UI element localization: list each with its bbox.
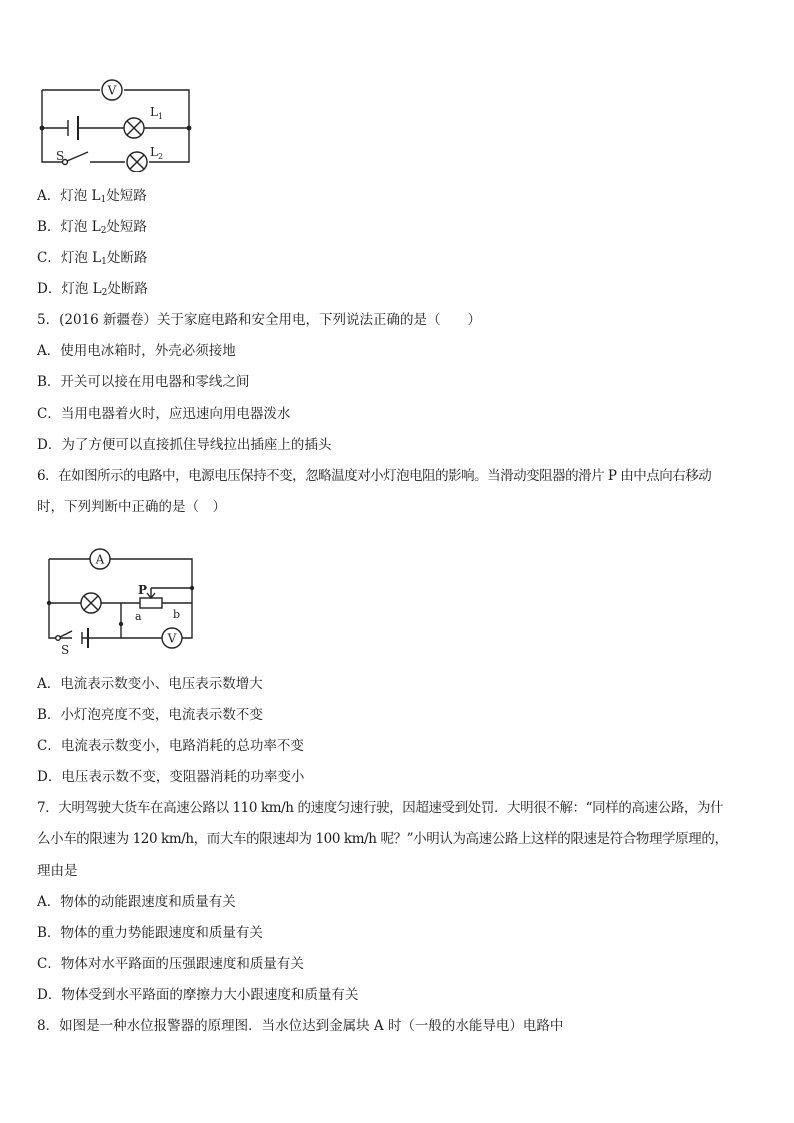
q4-option-c: C．灯泡 $L_1$处断路: [37, 250, 148, 267]
slider-label: P: [138, 583, 148, 597]
q6-stem-line2: 时，下列判断中正确的是（ ）: [37, 499, 226, 515]
circuit-diagram-1: [34, 76, 194, 172]
q6-option-c: C．电流表示数变小，电路消耗的总功率不变: [37, 738, 304, 754]
switch-label-2: S: [61, 643, 70, 656]
q6-stem-line1: 6．在如图所示的电路中，电源电压保持不变，忽略温度对小灯泡电阻的影响。当滑动变阻器的滑片 P 由中点向右移动: [37, 468, 712, 484]
q6-option-d: D．电压表示数不变，变阻器消耗的功率变小: [37, 769, 305, 785]
q8-stem: 8．如图是一种水位报警器的原理图．当水位达到金属块 A 时（一般的水能导电）电路中: [37, 1018, 564, 1034]
ammeter-label: A: [95, 552, 105, 567]
q6-option-b: B．小灯泡亮度不变，电流表示数不变: [37, 707, 263, 723]
q7-option-c: C．物体对水平路面的压强跟速度和质量有关: [37, 956, 304, 972]
switch-label: S: [56, 149, 65, 163]
q5-option-d: D．为了方便可以直接抓住导线拉出插座上的插头: [37, 437, 332, 453]
q7-stem-line1: 7．大明驾驶大货车在高速公路以 110 km/h 的速度匀速行驶，因超速受到处罚．大明很不解：“同样的高速公路，为什: [37, 800, 724, 816]
end-b-label: b: [173, 608, 181, 621]
lamp2-label: $L_2$: [150, 145, 164, 161]
q7-option-a: A．物体的动能跟速度和质量有关: [37, 894, 236, 910]
q7-option-d: D．物体受到水平路面的摩擦力大小跟速度和质量有关: [37, 987, 359, 1003]
voltmeter-label-2: V: [167, 631, 177, 646]
q7-option-b: B．物体的重力势能跟速度和质量有关: [37, 925, 263, 941]
lamp1-label: $L_1$: [150, 105, 164, 121]
q4-option-b: B．灯泡 $L_2$处短路: [37, 219, 147, 236]
q4-option-d: D．灯泡 $L_2$处断路: [37, 281, 148, 298]
q5-option-b: B．开关可以接在用电器和零线之间: [37, 374, 250, 390]
q7-stem-line2: 么小车的限速为 120 km/h，而大车的限速却为 100 km/h 呢？”小明认为高速公路上这样的限速是符合物理学原理的，: [37, 831, 728, 847]
q5-stem: 5．(2016 新疆卷）关于家庭电路和安全用电，下列说法正确的是（ ）: [37, 312, 482, 328]
q5-option-c: C．当用电器着火时，应迅速向用电器泼水: [37, 406, 291, 422]
voltmeter-label: V: [107, 83, 117, 98]
q6-option-a: A．电流表示数变小、电压表示数增大: [37, 676, 263, 692]
q4-option-a: A．灯泡 $L_1$处短路: [37, 188, 147, 205]
circuit-diagram-2: [40, 544, 200, 656]
q7-stem-line3: 理由是: [37, 863, 78, 879]
end-a-label: a: [135, 610, 142, 623]
q5-option-a: A．使用电冰箱时，外壳必须接地: [37, 343, 236, 359]
